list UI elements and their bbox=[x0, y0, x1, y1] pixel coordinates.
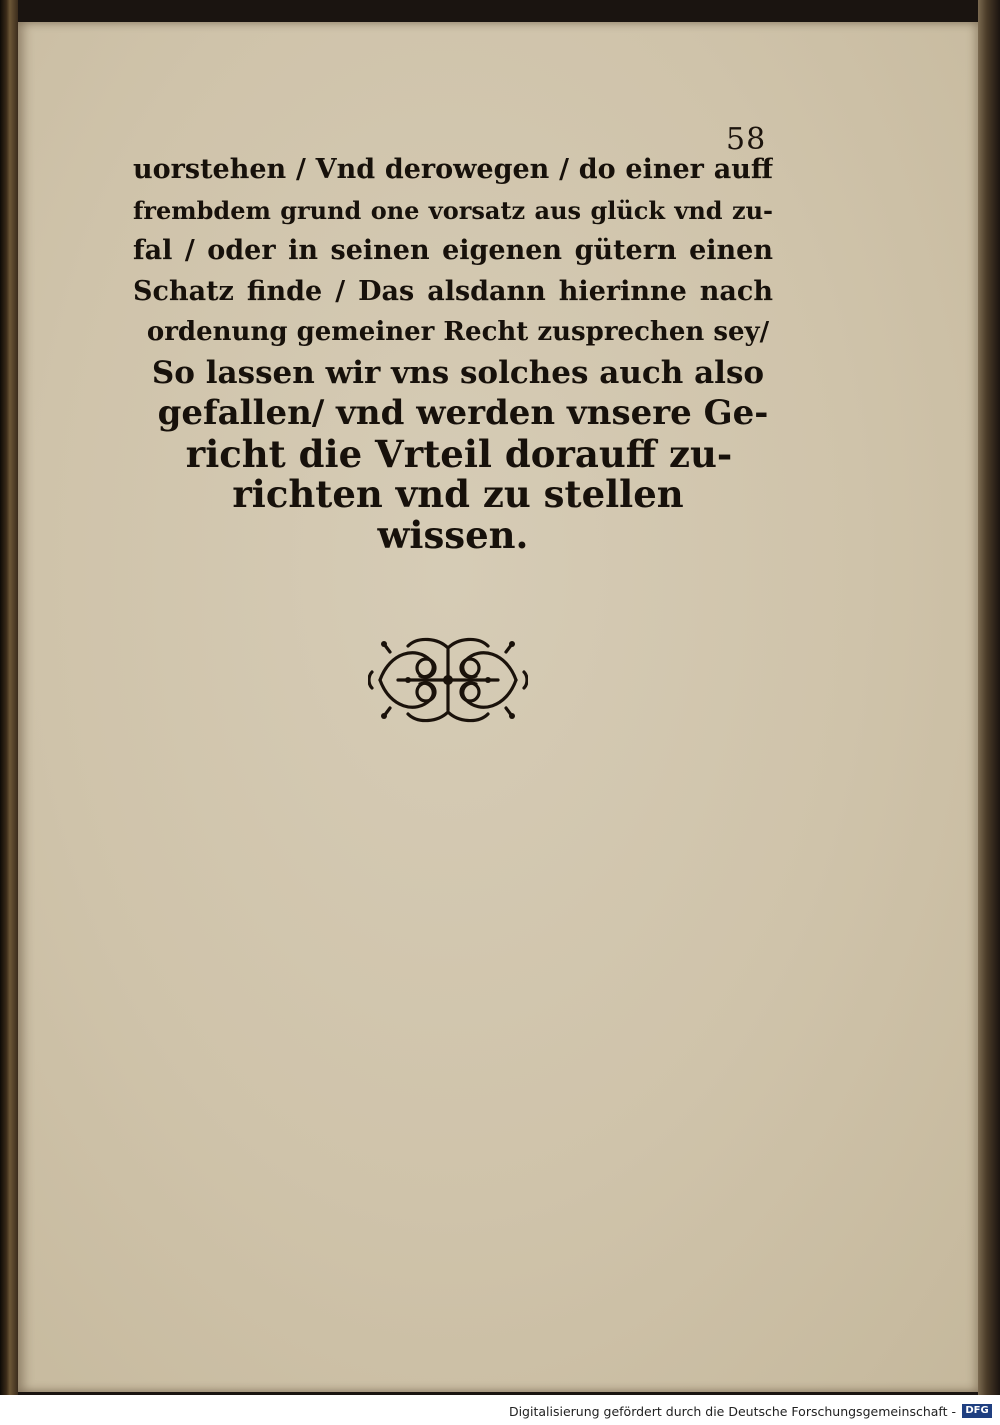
text-line-6: So lassen wir vns solches auch also bbox=[151, 354, 765, 391]
text-line-9: richten vnd zu stellen bbox=[232, 474, 684, 515]
printers-ornament-icon bbox=[368, 632, 528, 728]
page-text-block bbox=[133, 150, 773, 555]
text-line-10: wissen. bbox=[377, 514, 529, 555]
digitization-footer bbox=[0, 1395, 1000, 1425]
page-fore-edge bbox=[978, 0, 1000, 1395]
book-spine-edge bbox=[0, 0, 18, 1395]
dfg-credit-text: Digitalisierung gefördert durch die Deutsche Forschungsgemeinschaft - bbox=[508, 1404, 956, 1419]
text-line-8: richt die Vrteil dorauff zu- bbox=[185, 433, 733, 474]
book-page bbox=[18, 22, 978, 1392]
text-line-1: uorstehen / Vnd derowegen / do einer auff bbox=[133, 154, 773, 185]
text-line-7: gefallen/ vnd werden vnsere Ge- bbox=[157, 393, 769, 433]
text-line-4: Schatz finde / Das alsdann hierinne nach bbox=[133, 275, 773, 307]
text-line-2: frembdem grund one vorsatz aus glück vnd zu- bbox=[133, 195, 773, 225]
text-line-3: fal / oder in seinen eigenen gütern einen bbox=[133, 235, 773, 266]
text-line-5: ordenung gemeiner Recht zusprechen sey/ bbox=[146, 317, 770, 347]
dfg-logo: DFG bbox=[962, 1404, 992, 1418]
page-number: 58 bbox=[726, 122, 767, 157]
